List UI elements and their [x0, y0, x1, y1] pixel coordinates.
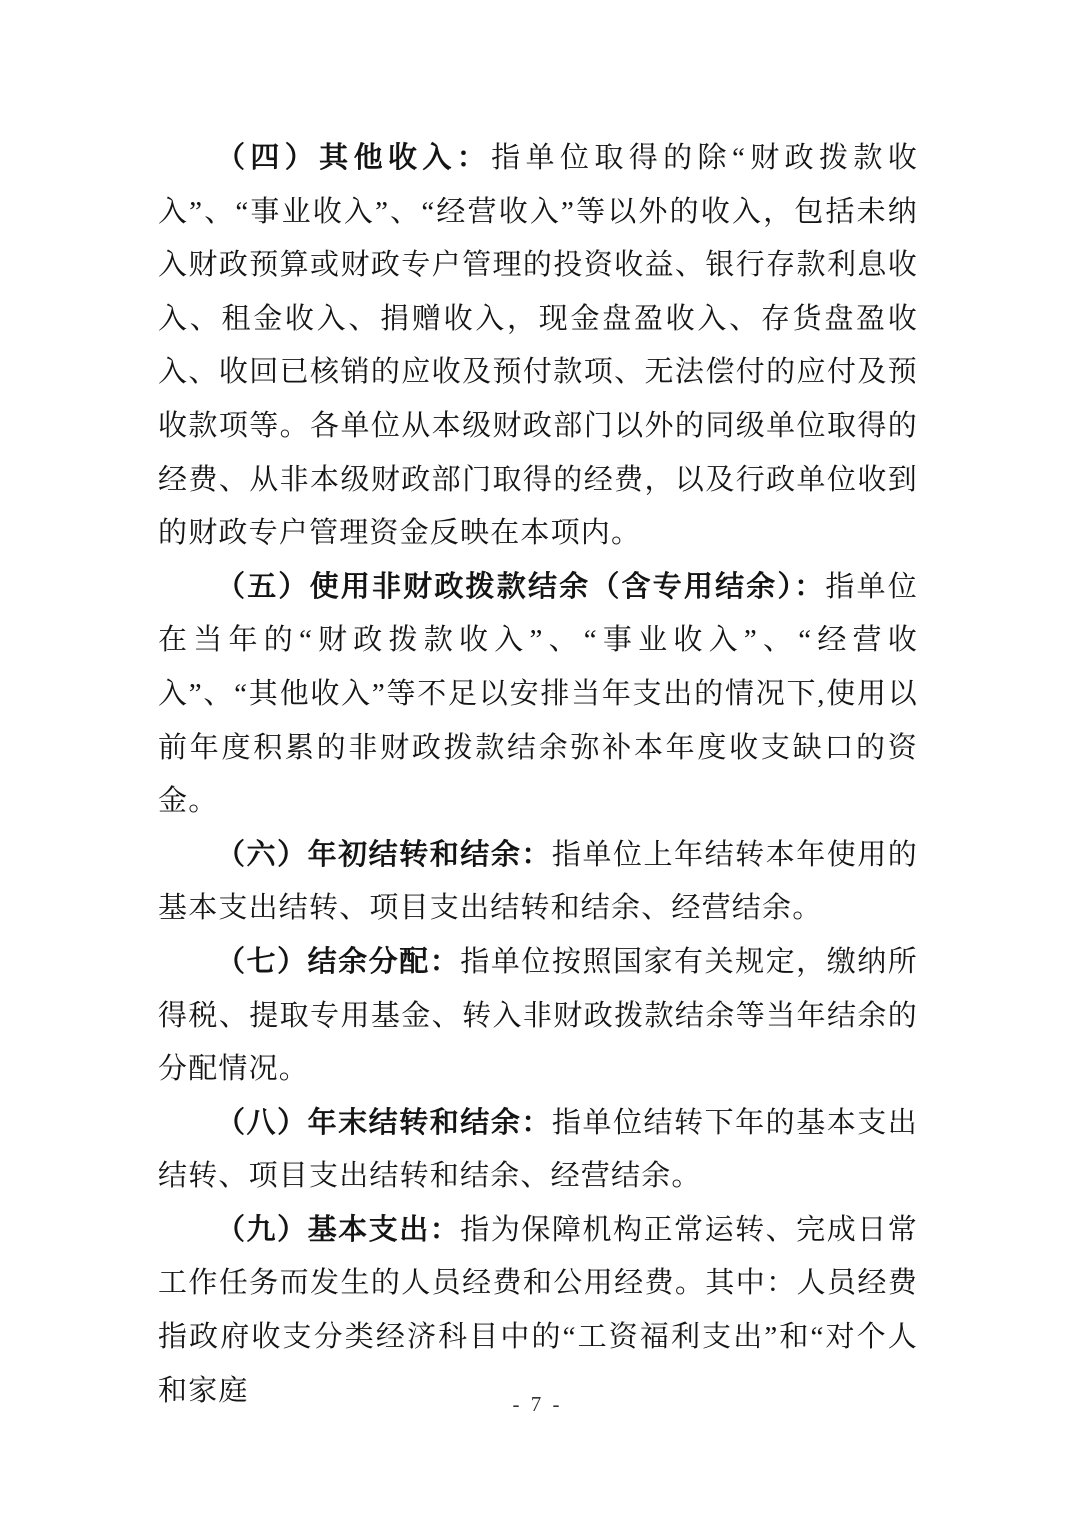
paragraph-item-5	[158, 561, 918, 829]
document-body	[158, 132, 918, 1418]
paragraph-heading: （六）年初结转和结余：	[216, 838, 552, 871]
paragraph-item-7	[158, 936, 918, 1097]
paragraph-text: 指单位上年结转本年使用的基本支出结转、项目支出结转和结余、经营结余。	[158, 838, 919, 925]
paragraph-heading: （四）其他收入：	[216, 142, 492, 174]
page-number: - 7 -	[512, 1392, 563, 1416]
paragraph-heading: （五）使用非财政拨款结余（含专用结余）：	[216, 570, 826, 603]
paragraph-heading: （九）基本支出：	[216, 1213, 461, 1246]
paragraph-text: 指为保障机构正常运转、完成日常工作任务而发生的人员经费和公用经费。其中：人员经费指政府收支分类经济科目中的“工资福利支出”和“对个人和家庭	[158, 1213, 918, 1407]
paragraph-item-8	[158, 1097, 918, 1204]
paragraph-item-4	[158, 132, 918, 561]
paragraph-text: 指单位结转下年的基本支出结转、项目支出结转和结余、经营结余。	[158, 1106, 919, 1193]
paragraph-item-9	[158, 1204, 918, 1418]
paragraph-text: 指单位在当年的“财政拨款收入”、“事业收入”、“经营收入”、“其他收入”等不足以安排当年支出的情况下,使用以前年度积累的非财政拨款结余弥补本年度收支缺口的资金。	[158, 570, 918, 818]
paragraph-text: 指单位取得的除“财政拨款收入”、“事业收入”、“经营收入”等以外的收入，包括未纳入财政预算或财政专户管理的投资收益、银行存款利息收入、租金收入、捐赠收入，现金盘盈收入、存货盘盈收入、收回已核销的应收及预付款项、无法偿付的应付及预收款项等。各单位从本级财政部门以外的同级单位取得的经费、从非本级财政部门取得的经费，以及行政单位收到的财政专户管理资金反映在本项内。	[158, 142, 918, 550]
paragraph-heading: （八）年末结转和结余：	[216, 1106, 552, 1139]
paragraph-item-6	[158, 829, 918, 936]
paragraph-heading: （七）结余分配：	[216, 945, 461, 978]
paragraph-text: 指单位按照国家有关规定，缴纳所得税、提取专用基金、转入非财政拨款结余等当年结余的分配情况。	[158, 945, 918, 1086]
